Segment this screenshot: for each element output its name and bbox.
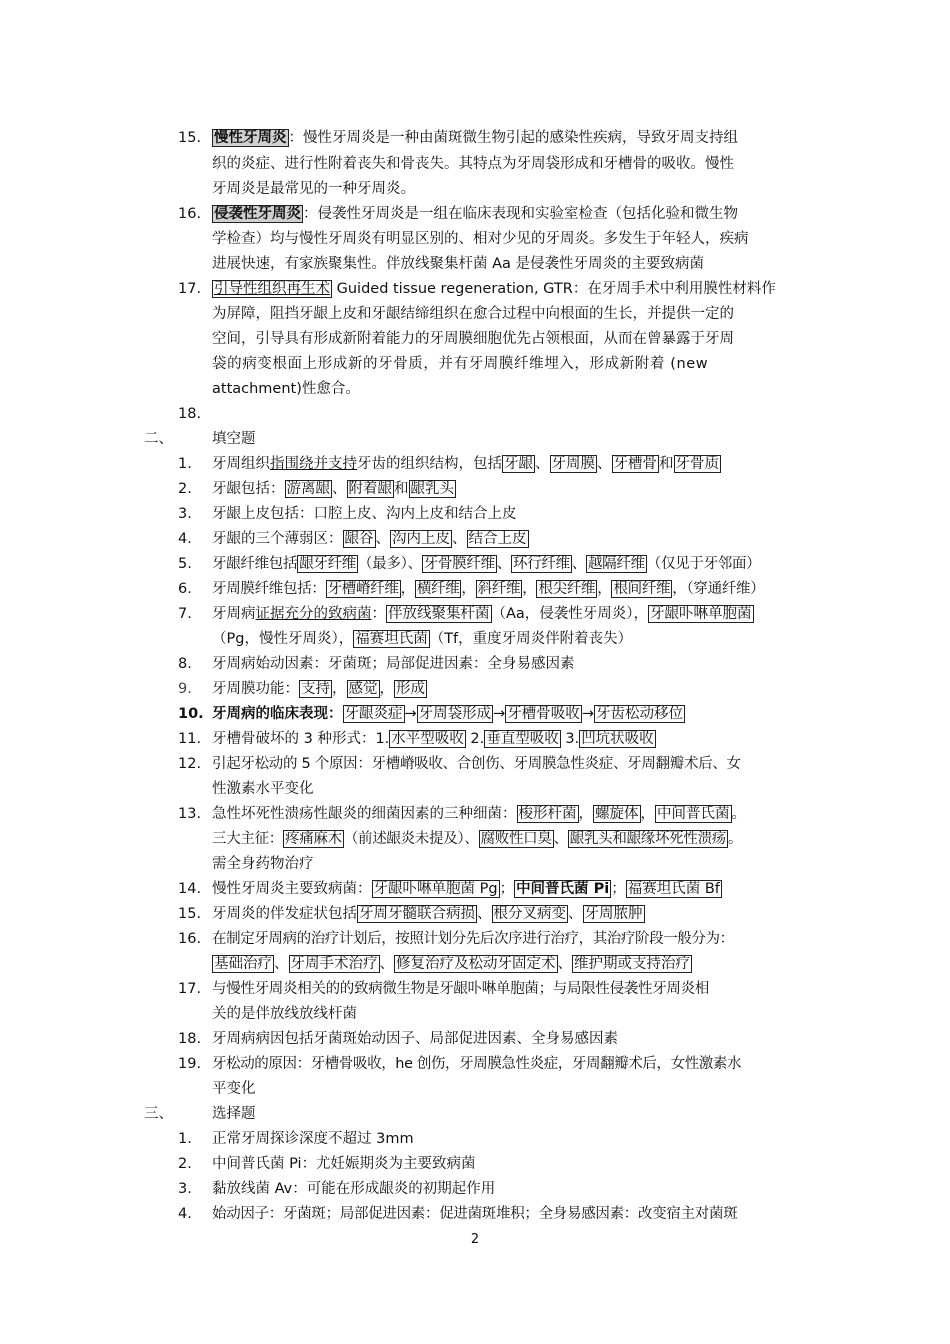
answer-box: 牙槽骨吸收 bbox=[507, 706, 580, 722]
separator: 、 bbox=[557, 956, 572, 972]
answer-box: 牙周脓肿 bbox=[584, 906, 643, 922]
term-box: 引导性组织再生术 bbox=[214, 281, 330, 297]
separator: 、 bbox=[571, 556, 586, 572]
list-number: 17. bbox=[178, 981, 202, 997]
separator: ， bbox=[522, 581, 537, 597]
answer-box: 基础治疗 bbox=[214, 956, 272, 972]
separator: 、 bbox=[535, 456, 550, 472]
definition-text: Guided tissue regeneration, GTR：在牙周手术中利用膜性材料作 bbox=[332, 281, 776, 297]
separator: 、 bbox=[553, 831, 568, 847]
answer-box: 凹坑状吸收 bbox=[581, 731, 654, 747]
answer-box: 龈牙纤维 bbox=[299, 556, 357, 572]
answer-box: 环行纤维 bbox=[512, 556, 570, 572]
item-text: 牙周病 bbox=[212, 606, 256, 622]
list-number: 2. bbox=[178, 1156, 192, 1172]
item-text: 牙周组织 bbox=[212, 456, 270, 472]
answer-box: 感觉 bbox=[348, 681, 378, 697]
answer-box: 结合上皮 bbox=[468, 531, 527, 547]
definition-text: ：侵袭性牙周炎是一组在临床表现和实验室检查（包括化验和微生物 bbox=[303, 206, 738, 222]
answer-box: 腐败性口臭 bbox=[480, 831, 552, 847]
separator: 、 bbox=[597, 456, 612, 472]
answer-box: 牙周袋形成 bbox=[418, 706, 492, 722]
answer-box: 附着龈 bbox=[348, 481, 392, 497]
item-text: 牙龈包括： bbox=[212, 481, 285, 497]
arrow: → bbox=[493, 706, 506, 722]
item-text: 慢性牙周炎主要致病菌： bbox=[212, 881, 372, 897]
answer-box: 牙齿松动移位 bbox=[595, 706, 683, 722]
definition-text: attachment)性愈合。 bbox=[212, 381, 360, 397]
answer-box: 牙槽骨 bbox=[613, 456, 657, 472]
item-text: （Aa，侵袭性牙周炎）， bbox=[491, 606, 649, 622]
separator: ， bbox=[400, 581, 415, 597]
separator: 、 bbox=[568, 906, 583, 922]
item-text: 需全身药物治疗 bbox=[212, 856, 314, 872]
item-text: 牙周炎的伴发症状包括 bbox=[212, 906, 357, 922]
answer-box: 伴放线聚集杆菌 bbox=[388, 606, 490, 622]
list-number: 16. bbox=[178, 931, 202, 947]
item-text: 牙周膜功能： bbox=[212, 681, 299, 697]
list-number: 8. bbox=[178, 656, 192, 672]
list-number: 3. bbox=[178, 506, 192, 522]
list-number: 14. bbox=[178, 881, 202, 897]
separator: 2. bbox=[465, 731, 485, 747]
separator: 和 bbox=[394, 481, 409, 497]
answer-box: 梭形杆菌 bbox=[518, 806, 577, 822]
item-text: （仅见于牙邻面） bbox=[646, 556, 761, 572]
answer-box: 斜纤维 bbox=[477, 581, 521, 597]
item-text: 牙齿的组织结构，包括 bbox=[357, 456, 502, 472]
answer-box: 横纤维 bbox=[416, 581, 460, 597]
list-number: 4. bbox=[178, 531, 192, 547]
list-number: 12. bbox=[178, 756, 202, 772]
answer-box: 疼痛麻木 bbox=[285, 831, 342, 847]
answer-box: 牙周手术治疗 bbox=[290, 956, 378, 972]
section-title: 选择题 bbox=[212, 1106, 256, 1122]
separator: 。 bbox=[727, 831, 743, 847]
definition-text: 学检查）均与慢性牙周炎有明显区别的、相对少见的牙周炎。多发生于年轻人，疾病 bbox=[212, 231, 749, 247]
arrow: → bbox=[581, 706, 594, 722]
answer-box: 修复治疗及松动牙固定术 bbox=[396, 956, 556, 972]
item-text: ，（穿通纤维） bbox=[672, 581, 765, 597]
list-number: 4. bbox=[178, 1206, 192, 1222]
item-text: 性激素水平变化 bbox=[212, 781, 314, 797]
separator: 、 bbox=[375, 531, 390, 547]
item-text: 关的是伴放线放线杆菌 bbox=[212, 1006, 357, 1022]
separator: ； bbox=[611, 881, 626, 897]
list-number: 15. bbox=[178, 906, 202, 922]
item-text: 牙周病的临床表现： bbox=[212, 706, 343, 722]
item-text: 与慢性牙周炎相关的的致病微生物是牙龈卟啉单胞菌；与局限性侵袭性牙周炎相 bbox=[212, 981, 709, 997]
section-number: 三、 bbox=[144, 1106, 173, 1122]
separator: 和 bbox=[659, 456, 674, 472]
answer-box: 龈谷 bbox=[344, 531, 374, 547]
list-number: 17. bbox=[178, 281, 202, 297]
answer-box: 根分叉病变 bbox=[493, 906, 566, 922]
separator: 、 bbox=[379, 956, 394, 972]
separator: ， bbox=[332, 681, 347, 697]
definition-text: ：慢性牙周炎是一种由菌斑微生物引起的感染性疾病，导致牙周支持组 bbox=[288, 130, 738, 146]
separator: 、 bbox=[452, 531, 467, 547]
answer-box: 游离龈 bbox=[286, 481, 330, 497]
separator: ， bbox=[578, 806, 593, 822]
section-title: 填空题 bbox=[212, 431, 256, 447]
answer-box: 龈乳头 bbox=[410, 481, 454, 497]
answer-box: 根尖纤维 bbox=[538, 581, 596, 597]
item-text: 三大主征： bbox=[212, 831, 283, 847]
item-text: 黏放线菌 Av：可能在形成龈炎的初期起作用 bbox=[212, 1181, 496, 1197]
item-text: （前述龈炎未提及）、 bbox=[343, 831, 479, 847]
answer-box: 牙周膜 bbox=[551, 456, 595, 472]
answer-box: 中间普氏菌 Pi bbox=[516, 881, 610, 897]
separator: 3. bbox=[560, 731, 580, 747]
item-text: 正常牙周探诊深度不超过 3mm bbox=[212, 1131, 414, 1147]
separator: ， bbox=[597, 581, 612, 597]
section-number: 二、 bbox=[144, 431, 173, 447]
item-text: 牙龈的三个薄弱区： bbox=[212, 531, 343, 547]
answer-box: 福赛坦氏菌 bbox=[355, 631, 428, 647]
list-number: 11. bbox=[178, 731, 202, 747]
separator: ， bbox=[461, 581, 476, 597]
item-text: 牙龈上皮包括：口腔上皮、沟内上皮和结合上皮 bbox=[212, 506, 517, 522]
answer-box: 水平型吸收 bbox=[391, 731, 464, 747]
separator: （最多）、 bbox=[358, 556, 422, 572]
definition-text: 空间，引导具有形成新附着能力的牙周膜细胞优先占领根面，从而在曾暴露于牙周 bbox=[212, 331, 734, 347]
item-text: 牙松动的原因：牙槽骨吸收，he 创伤，牙周膜急性炎症，牙周翻瓣术后，女性激素水 bbox=[212, 1056, 742, 1072]
list-number: 18. bbox=[178, 1031, 202, 1047]
answer-box: 维护期或支持治疗 bbox=[574, 956, 690, 972]
term-highlight: 慢性牙周炎 bbox=[214, 130, 287, 146]
definition-text: 织的炎症、进行性附着丧失和骨丧失。其特点为牙周袋形成和牙槽骨的吸收。慢性 bbox=[212, 156, 734, 172]
list-number: 10. bbox=[178, 706, 204, 722]
item-text: 牙槽骨破坏的 3 种形式：1. bbox=[212, 731, 390, 747]
answer-box: 中间普氏菌 bbox=[657, 806, 730, 822]
list-number: 1. bbox=[178, 456, 192, 472]
item-text: 始动因子：牙菌斑；局部促进因素：促进菌斑堆积；全身易感因素：改变宿主对菌斑 bbox=[212, 1206, 738, 1222]
answer-box: 形成 bbox=[396, 681, 425, 697]
page-number: 2 bbox=[470, 1232, 480, 1247]
underlined-text: 证据充分的致病菌 bbox=[255, 606, 372, 622]
answer-box: 牙周牙髓联合病损 bbox=[359, 906, 475, 922]
list-number: 2. bbox=[178, 481, 192, 497]
underlined-text: 指围绕并支持 bbox=[270, 456, 357, 472]
answer-box: 牙骨质 bbox=[675, 456, 719, 472]
separator: 、 bbox=[274, 956, 289, 972]
answer-box: 根间纤维 bbox=[613, 581, 671, 597]
definition-text: 牙周炎是最常见的一种牙周炎。 bbox=[212, 181, 415, 197]
definition-text: 进展快速，有家族聚集性。伴放线聚集杆菌 Aa 是侵袭性牙周炎的主要致病菌 bbox=[212, 256, 705, 272]
answer-box: 牙龈 bbox=[504, 456, 533, 472]
answer-box: 牙龈炎症 bbox=[344, 706, 403, 722]
item-text: （Tf，重度牙周炎伴附着丧失） bbox=[429, 631, 633, 647]
separator: 、 bbox=[332, 481, 347, 497]
answer-box: 福赛坦氏菌 Bf bbox=[627, 881, 720, 897]
item-text: 平变化 bbox=[212, 1081, 256, 1097]
list-number: 16. bbox=[178, 206, 202, 222]
list-number: 18. bbox=[178, 406, 202, 422]
answer-box: 牙龈卟啉单胞菌 bbox=[650, 606, 752, 622]
list-number: 3. bbox=[178, 1181, 192, 1197]
separator: 。 bbox=[731, 806, 746, 822]
item-text: 在制定牙周病的治疗计划后，按照计划分先后次序进行治疗，其治疗阶段一般分为： bbox=[212, 931, 734, 947]
term-highlight: 侵袭性牙周炎 bbox=[214, 206, 301, 222]
item-text: （Pg，慢性牙周炎）， bbox=[212, 631, 354, 647]
separator: ； bbox=[499, 881, 515, 897]
item-text: 牙周病病因包括牙菌斑始动因子、局部促进因素、全身易感因素 bbox=[212, 1031, 618, 1047]
arrow: → bbox=[404, 706, 417, 722]
item-text: 引起牙松动的 5 个原因：牙槽嵴吸收、合创伤、牙周膜急性炎症、牙周翻瓣术后、女 bbox=[212, 756, 741, 772]
item-text: 中间普氏菌 Pi：尤妊娠期炎为主要致病菌 bbox=[212, 1156, 476, 1172]
list-number: 9. bbox=[178, 681, 192, 697]
answer-box: 龈乳头和龈缘坏死性溃疡 bbox=[569, 831, 726, 847]
answer-box: 牙龈卟啉单胞菌 Pg bbox=[373, 881, 498, 897]
list-number: 1. bbox=[178, 1131, 192, 1147]
item-text: 急性坏死性溃疡性龈炎的细菌因素的三种细菌： bbox=[212, 806, 517, 822]
answer-box: 越隔纤维 bbox=[587, 556, 645, 572]
list-number: 6. bbox=[178, 581, 192, 597]
answer-box: 支持 bbox=[301, 681, 330, 697]
separator: ： bbox=[371, 606, 386, 622]
definition-text: 袋的病变根面上形成新的牙骨质，并有牙周膜纤维埋入，形成新附着 (new bbox=[212, 356, 709, 372]
answer-box: 牙槽嵴纤维 bbox=[327, 581, 399, 597]
separator: ， bbox=[640, 806, 655, 822]
item-text: 牙龈纤维包括 bbox=[212, 556, 298, 572]
answer-box: 螺旋体 bbox=[595, 806, 639, 822]
definition-text: 为屏障，阻挡牙龈上皮和牙龈结缔组织在愈合过程中向根面的生长，并提供一定的 bbox=[212, 306, 734, 322]
list-number: 13. bbox=[178, 806, 202, 822]
answer-box: 沟内上皮 bbox=[392, 531, 450, 547]
item-text: 牙周病始动因素：牙菌斑；局部促进因素：全身易感因素 bbox=[212, 656, 575, 672]
separator: 、 bbox=[477, 906, 492, 922]
list-number: 5. bbox=[178, 556, 192, 572]
answer-box: 垂直型吸收 bbox=[486, 731, 559, 747]
item-text: 牙周膜纤维包括： bbox=[212, 581, 326, 597]
separator: ， bbox=[379, 681, 394, 697]
list-number: 15. bbox=[178, 130, 202, 146]
list-number: 7. bbox=[178, 606, 192, 622]
separator: 、 bbox=[496, 556, 511, 572]
answer-box: 牙骨膜纤维 bbox=[423, 556, 495, 572]
list-number: 19. bbox=[178, 1056, 202, 1072]
